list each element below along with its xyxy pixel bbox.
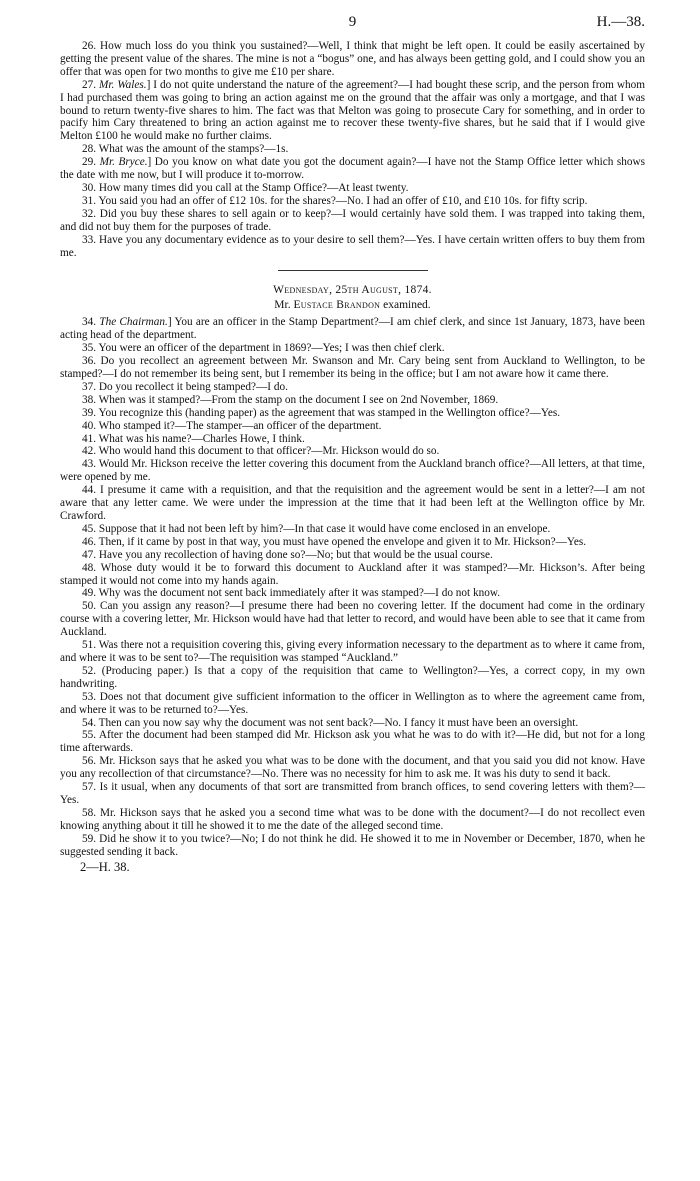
- paragraph-text: 52. (Producing paper.) Is that a copy of the requisition that came to Wellington?—Yes, a correct copy, in my own handwriting.: [60, 664, 645, 690]
- witness-name: Eustace Brandon: [293, 299, 381, 312]
- evidence-paragraph: [60, 420, 645, 433]
- evidence-paragraph: [60, 433, 645, 446]
- paragraph-text: 48. Whose duty would it be to forward this document to Auckland after it was stamped?—Mr. Hickson’s. After being stamped it would not come into my hands again.: [60, 561, 645, 587]
- evidence-paragraph: [60, 458, 645, 484]
- paragraph-text: 31. You said you had an offer of £12 10s. for the shares?—No. I had an offer of £10, and £10 10s. for fifty scrip.: [82, 194, 588, 207]
- paragraph-text: 30. How many times did you call at the Stamp Office?—At least twenty.: [82, 181, 409, 194]
- witness-heading: Mr. Eustace Brandon examined.: [274, 299, 431, 312]
- evidence-section-1: [60, 40, 645, 259]
- evidence-paragraph: [60, 381, 645, 394]
- page-header: [60, 0, 645, 40]
- evidence-paragraph: [60, 600, 645, 639]
- evidence-paragraph: [60, 342, 645, 355]
- evidence-paragraph: [60, 549, 645, 562]
- paragraph-text: ] You are an officer in the Stamp Department?—I am chief clerk, and since 1st January, 1873, have been acting head of the department.: [60, 316, 646, 342]
- evidence-paragraph: [60, 833, 645, 859]
- section-divider: [278, 270, 428, 271]
- evidence-section-2: [60, 316, 645, 858]
- evidence-paragraph: [60, 665, 645, 691]
- evidence-paragraph: [60, 717, 645, 730]
- paragraph-text: 36. Do you recollect an agreement between Mr. Swanson and Mr. Cary being sent from Auckland to Wellington, to be stamped?—I do not remember its being sent, but I remember its being in the office; but I am not aware how it came there.: [60, 355, 645, 381]
- paragraph-text: 58. Mr. Hickson says that he asked you a second time what was to be done with the document?—I do not recollect even knowing anything about it till he showed it to me the date of the alleged second time.: [60, 806, 645, 832]
- paragraph-text: 54. Then can you now say why the document was not sent back?—No. I fancy it must have been an oversight.: [82, 716, 579, 729]
- signature-mark: 2—H. 38.: [80, 860, 130, 875]
- paragraph-text: ] Do you know on what date you got the document again?—I have not the Stamp Office letter which shows the date with me now, but I will produce it to-morrow.: [60, 156, 646, 182]
- evidence-paragraph: [60, 182, 645, 195]
- paragraph-text: 49. Why was the document not sent back immediately after it was stamped?—I do not know.: [82, 587, 501, 600]
- paragraph-text: 41. What was his name?—Charles Howe, I think.: [82, 432, 305, 445]
- evidence-paragraph: [60, 587, 645, 600]
- paragraph-text: ] I do not quite understand the nature of the agreement?—I had bought these scrip, and the person from whom I had purchased them was going to bring an action against me on the ground that the affair was only a mortgage, and that I was bound to return twenty-five shares to him. The fact was that Melton was going to prosecute Cary for something, and in order to pacify him Cary threatened to bring an action against me to recover these twenty-five shares, but he said that if I would give Melton £100 he would make no further claims.: [60, 78, 645, 143]
- evidence-paragraph: [60, 355, 645, 381]
- evidence-paragraph: [60, 562, 645, 588]
- paragraph-text: 40. Who stamped it?—The stamper—an officer of the department.: [82, 419, 382, 432]
- evidence-paragraph: [60, 781, 645, 807]
- paragraph-text: 34.: [82, 316, 100, 329]
- paragraph-text: 39. You recognize this (handing paper) as the agreement that was stamped in the Wellington office?—Yes.: [82, 406, 561, 419]
- evidence-paragraph: [60, 40, 645, 79]
- paragraph-text: 33. Have you any documentary evidence as to your desire to sell them?—Yes. I have certain written offers to buy them from me.: [60, 233, 645, 259]
- paragraph-text: 51. Was there not a requisition covering this, giving every information necessary to the department as to where it came from, and where it was to be sent to?—The requisition was stamped “Auckland.”: [60, 639, 645, 664]
- paragraph-text: 50. Can you assign any reason?—I presume there had been no covering letter. If the document had come in the ordinary course with a covering letter, Mr. Hickson would have had that letter to record, and would have been able to see that it came from Auckland.: [60, 600, 645, 639]
- paragraph-text: 37. Do you recollect it being stamped?—I do.: [82, 380, 288, 393]
- evidence-paragraph: [60, 195, 645, 208]
- paragraph-text: 43. Would Mr. Hickson receive the letter covering this document from the Auckland branch office?—All letters, at that time, were opened by me.: [60, 458, 645, 484]
- paragraph-text: 26. How much loss do you think you sustained?—Well, I think that might be left open. It could be easily ascertained by getting the present value of the shares. The mine is not a “bogus” one, and has always been getting gold, and I could show you an offer that was open for two months to give me £10 per share.: [60, 40, 645, 78]
- evidence-paragraph: [60, 755, 645, 781]
- evidence-paragraph: [60, 316, 645, 342]
- evidence-paragraph: [60, 523, 645, 536]
- speaker-name: Mr. Wales.: [99, 78, 147, 91]
- evidence-paragraph: [60, 445, 645, 458]
- evidence-paragraph: [60, 143, 645, 156]
- paragraph-text: 53. Does not that document give sufficient information to the officer in Wellington as to where the agreement came from, and where it was to be returned to?—Yes.: [60, 690, 645, 716]
- page-number: 9: [348, 14, 357, 30]
- evidence-paragraph: [60, 639, 645, 665]
- evidence-paragraph: [60, 156, 645, 182]
- evidence-paragraph: [60, 208, 645, 234]
- paragraph-text: 47. Have you any recollection of having done so?—No; but that would be the usual course.: [82, 548, 493, 561]
- evidence-paragraph: [60, 729, 645, 755]
- evidence-paragraph: [60, 234, 645, 260]
- paragraph-text: 57. Is it usual, when any documents of that sort are transmitted from branch offices, to send covering letters with them?—Yes.: [60, 781, 645, 806]
- paragraph-text: 35. You were an officer of the department in 1869?—Yes; I was then chief clerk.: [82, 342, 445, 355]
- evidence-paragraph: [60, 407, 645, 420]
- evidence-paragraph: [60, 807, 645, 833]
- evidence-paragraph: [60, 536, 645, 549]
- session-date-heading: Wednesday, 25th August, 1874.: [273, 284, 432, 297]
- paragraph-text: 59. Did he show it to you twice?—No; I do not think he did. He showed it to me in November or December, 1870, when he suggested sending it back.: [60, 832, 645, 858]
- paragraph-text: 27.: [82, 78, 100, 91]
- paragraph-text: 29.: [82, 156, 100, 169]
- evidence-paragraph: [60, 79, 645, 144]
- paragraph-text: 56. Mr. Hickson says that he asked you what was to be done with the document, and that you said you did not know. Have you any recollection of that circumstance?—No. There was no necessity for him to ask me. It was his duty to send it back.: [60, 755, 645, 781]
- paragraph-text: 38. When was it stamped?—From the stamp on the document I see on 2nd November, 1869.: [82, 393, 499, 406]
- paragraph-text: 46. Then, if it came by post in that way, you must have opened the envelope and given it to Mr. Hickson?—Yes.: [82, 535, 587, 548]
- speaker-name: Mr. Bryce.: [99, 156, 148, 169]
- evidence-paragraph: [60, 484, 645, 523]
- paragraph-text: 45. Suppose that it had not been left by him?—In that case it would have come enclosed in an envelope.: [82, 522, 551, 535]
- evidence-paragraph: [60, 394, 645, 407]
- paragraph-text: 44. I presume it came with a requisition, and that the requisition and the agreement would be sent in a letter?—I am not aware that any letter came. We were under the impression at the time that it had been left at the Wellington office by Mr. Crawford.: [60, 484, 645, 522]
- paragraph-text: 32. Did you buy these shares to sell again or to keep?—I would certainly have sold them. I was trapped into taking them, and did not buy them for the purposes of trade.: [60, 207, 645, 233]
- paragraph-text: 28. What was the amount of the stamps?—1s.: [82, 143, 289, 156]
- speaker-name: The Chairman.: [99, 316, 168, 329]
- paragraph-text: 42. Who would hand this document to that officer?—Mr. Hickson would do so.: [82, 445, 440, 458]
- series-code: H.—38.: [596, 14, 645, 30]
- evidence-paragraph: [60, 691, 645, 717]
- paragraph-text: 55. After the document had been stamped did Mr. Hickson ask you what he was to do with it?—He did, but not for a long time afterwards.: [60, 729, 645, 755]
